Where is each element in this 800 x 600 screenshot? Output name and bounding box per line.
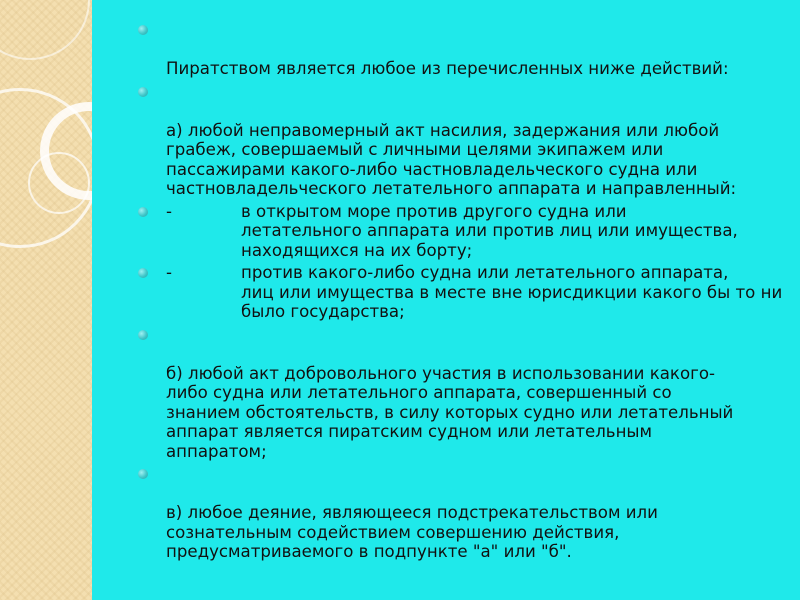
bullet-text: а) любой неправомерный акт насилия, задержания или любой грабеж, совершаемый с личными целями экипажем или пассажирами какого-либо частновладельческого судна или частновладельческого летательного аппарата и направленный: [166, 120, 737, 198]
bullet-icon [138, 268, 148, 278]
bullet-icon [138, 25, 148, 35]
bullet-item [138, 263, 783, 322]
dash-marker: - [166, 263, 172, 282]
decorative-ring [28, 152, 90, 214]
bullet-text: б) любой акт добровольного участия в использовании какого- либо судна или летательного аппарата, совершенный со знанием обстоятельств, в силу которых судно или летательный аппарат является пиратским судном или летательным аппаратом; [166, 363, 734, 461]
bullet-item [138, 82, 783, 199]
bullet-text: в) любое деяние, являющееся подстрекательством или сознательным содействием совершению действия, предусматриваемого в подпункте "а" или "б". [166, 503, 658, 561]
decorative-ring [0, 0, 90, 60]
bullet-icon [138, 330, 148, 340]
bullet-list [138, 20, 783, 565]
bullet-text: против какого-либо судна или летательного аппарата, лиц или имущества в месте вне юрисдикции какого бы то ни было государства; [241, 263, 783, 321]
bullet-icon [138, 469, 148, 479]
bullet-item [138, 202, 783, 261]
bullet-item [138, 325, 783, 462]
dash-marker: - [166, 201, 172, 221]
bullet-item [138, 20, 783, 79]
bullet-icon [138, 207, 148, 217]
decorative-side-panel [0, 0, 92, 600]
bullet-text: Пиратством является любое из перечисленных ниже действий: [166, 59, 729, 78]
bullet-item [138, 464, 783, 562]
slide-content [92, 0, 800, 600]
bullet-icon [138, 87, 148, 97]
bullet-text: в открытом море против другого судна или летательного аппарата или против лиц или имущества, находящихся на их борту; [241, 201, 738, 260]
